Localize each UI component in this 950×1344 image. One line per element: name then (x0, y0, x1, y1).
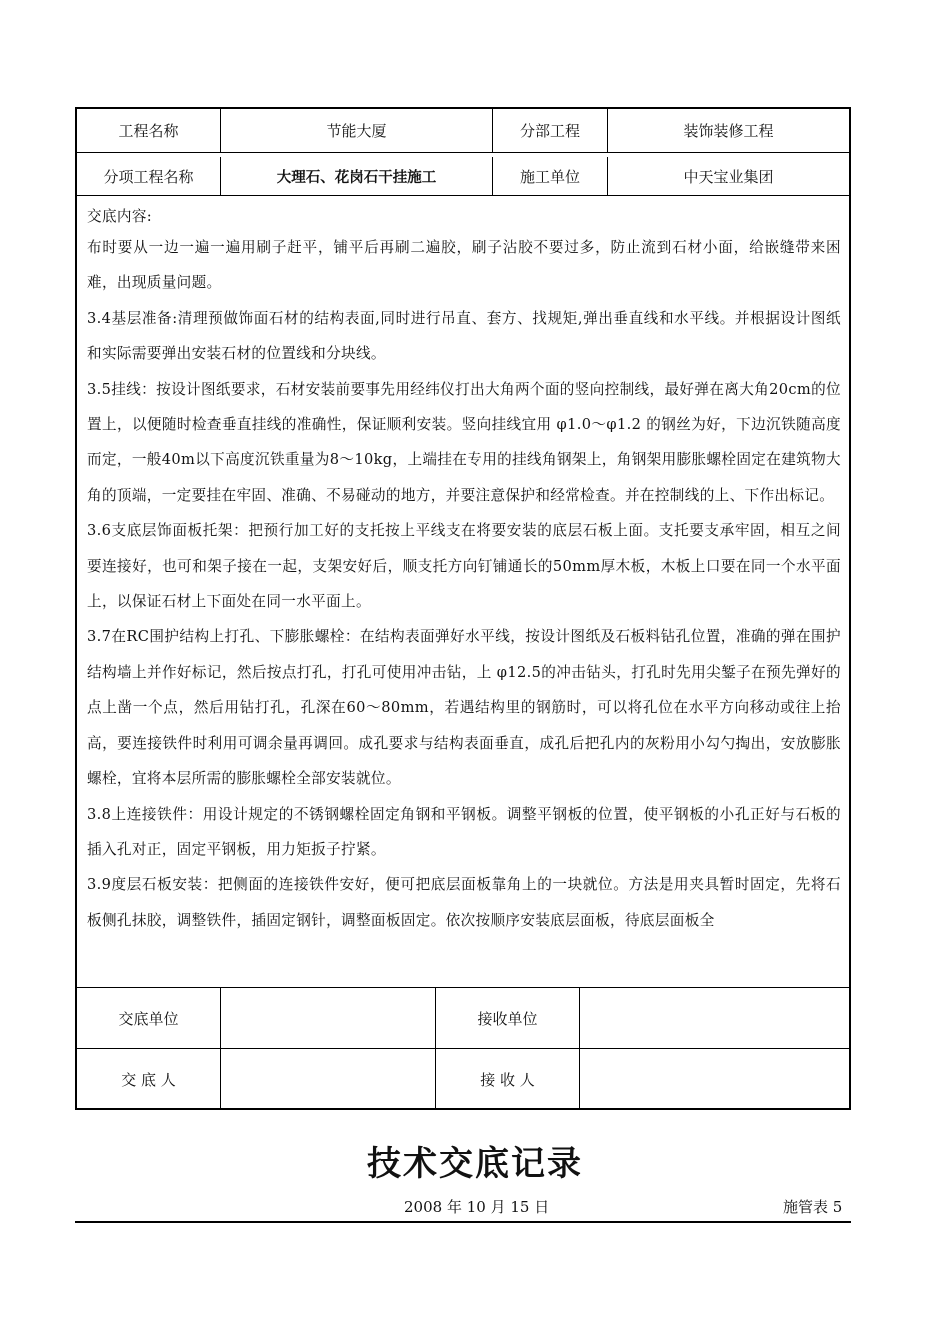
record-date: 2008 年 10 月 15 日 (404, 1198, 550, 1216)
document-title: 技术交底记录 (367, 1144, 583, 1184)
receiver-person-label: 接 收 人 (435, 1049, 579, 1110)
content-paragraph: 3.4基层准备:清理预做饰面石材的结构表面,同时进行吊直、套方、找规矩,弹出垂直线和水平线。并根据设计图纸和实际需要弹出安装石材的位置线和分块线。 (87, 309, 841, 363)
briefing-content (77, 195, 849, 987)
form-number: 施管表 5 (783, 1198, 843, 1216)
division-value: 装饰装修工程 (607, 109, 849, 152)
bottom-divider (75, 1221, 851, 1223)
content-paragraph: 3.8上连接铁件：用设计规定的不锈钢螺栓固定角钢和平钢板。调整平钢板的位置，使平钢板的小孔正好与石板的插入孔对正，固定平钢板，用力矩扳子拧紧。 (87, 805, 841, 858)
content-paragraph: 3.7在RC围护结构上打孔、下膨胀螺栓：在结构表面弹好水平线，按设计图纸及石板料钻孔位置，准确的弹在围护结构墙上并作好标记，然后按点打孔，打孔可使用冲击钻，上 φ12.5的冲击钻头，打孔时先用尖錾子在预先弹好的点上凿一个点，然后用钻打孔，孔深在60～80mm，若遇结构里的钢筋时，可以将孔位在水平方向移动或往上抬高，要连接铁件时利用可调余量再调回。成孔要求与结构表面垂直，成孔后把孔内的灰粉用小勾勺掏出，安放膨胀螺栓，宜将本层所需的膨胀螺栓全部安装就位。 (87, 628, 841, 788)
contractor-label: 施工单位 (492, 157, 607, 195)
content-paragraph: 3.5挂线：按设计图纸要求，石材安装前要事先用经纬仪打出大角两个面的竖向控制线，最好弹在离大角20cm的位置上，以便随时检查垂直挂线的准确性，保证顺利安装。竖向挂线宜用 φ1.0～φ1.2 的钢丝为好，下边沉铁随高度而定，一般40m以下高度沉铁重量为8～10kg，上端挂在专用的挂线角钢架上，角钢架用膨胀螺栓固定在建筑物大角的顶端，一定要挂在牢固、准确、不易碰动的地方，并要注意保护和经常检查。并在控制线的上、下作出标记。 (87, 380, 841, 504)
content-paragraph: 3.9度层石板安装：把侧面的连接铁件安好，便可把底层面板靠角上的一块就位。方法是用夹具暂时固定，先将石板侧孔抹胶，调整铁件，插固定钢针，调整面板固定。依次按顺序安装底层面板，待底层面板全 (87, 876, 841, 929)
footer-row-units (77, 987, 849, 1048)
record-table (75, 107, 851, 1110)
subitem-value: 大理石、花岗石干挂施工 (220, 157, 492, 195)
receiver-unit-value (579, 988, 849, 1048)
contractor-value: 中天宝业集团 (607, 157, 849, 195)
content-paragraph: 3.6支底层饰面板托架：把预行加工好的支托按上平线支在将要安装的底层石板上面。支托要支承牢固，相互之间要连接好，也可和架子接在一起，支架安好后，顺支托方向钉铺通长的50mm厚木板，木板上口要在同一个水平面上，以保证石材上下面处在同一水平面上。 (87, 522, 841, 611)
project-name-value: 节能大厦 (220, 109, 492, 152)
subitem-label: 分项工程名称 (103, 167, 194, 186)
division-label: 分部工程 (492, 109, 607, 152)
header-row-project (77, 109, 849, 153)
receiver-person-value (579, 1049, 849, 1110)
receiver-unit-label: 接收单位 (435, 988, 579, 1048)
issuer-person-value (220, 1049, 435, 1110)
footer-row-persons (77, 1048, 849, 1110)
issuer-unit-label: 交底单位 (118, 1009, 179, 1028)
project-name-label: 工程名称 (118, 122, 179, 140)
header-row-subitem (77, 157, 849, 195)
issuer-person-label: 交 底 人 (121, 1071, 176, 1089)
content-label: 交底内容: (87, 208, 153, 225)
issuer-unit-value (220, 988, 435, 1048)
content-paragraph: 布时要从一边一遍一遍用刷子赶平，铺平后再刷二遍胶，刷子沾胶不要过多，防止流到石材小面，给嵌缝带来困难，出现质量问题。 (87, 239, 841, 292)
